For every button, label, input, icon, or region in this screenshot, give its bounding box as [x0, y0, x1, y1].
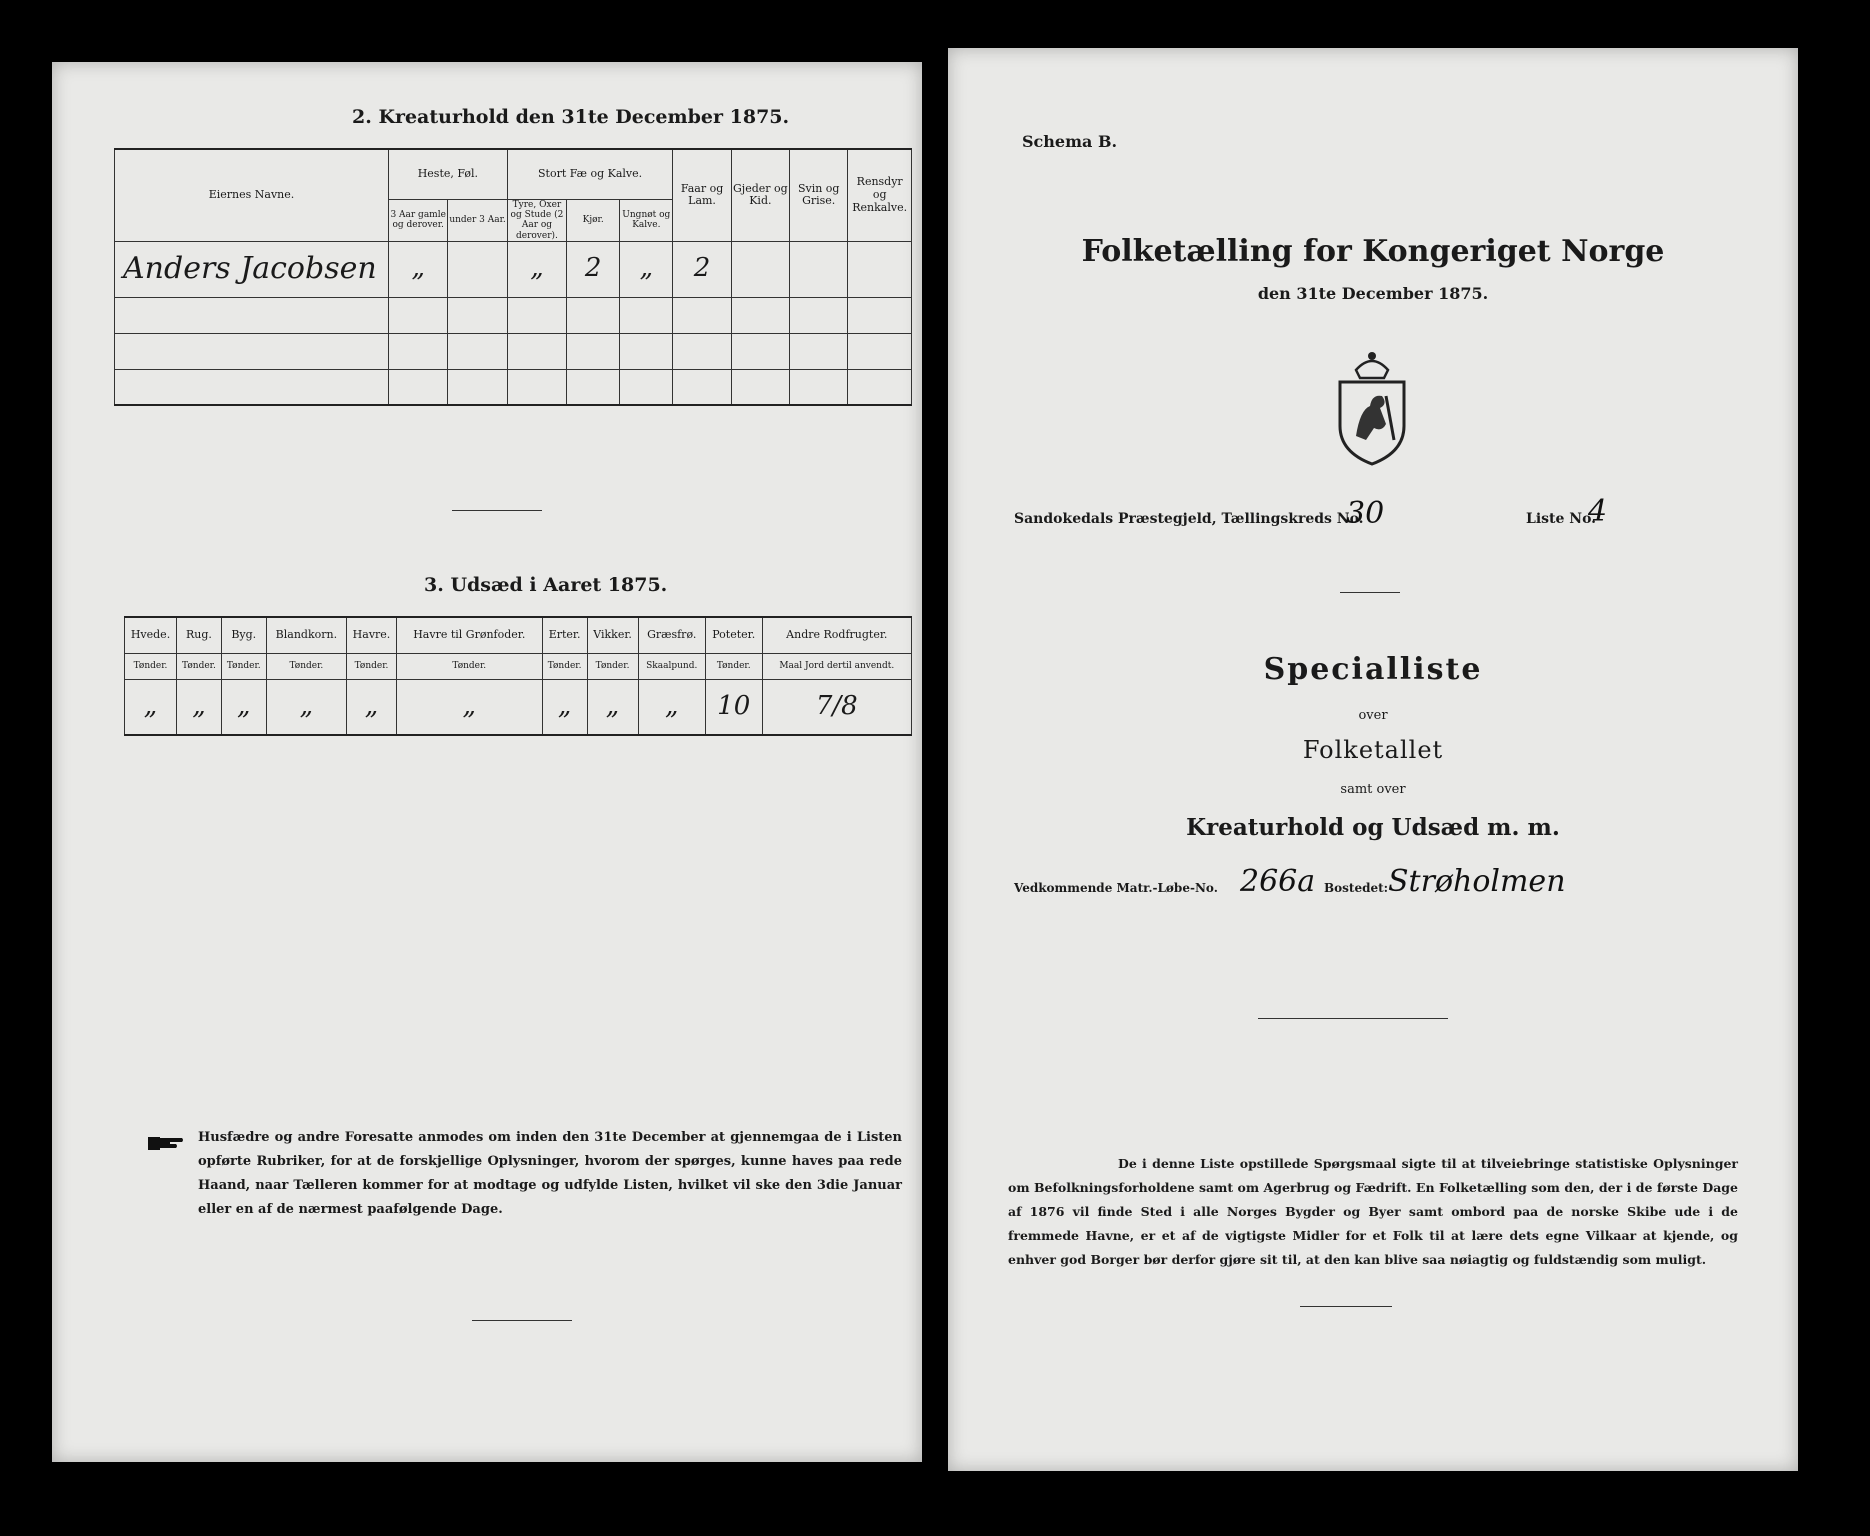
sowing-table [124, 616, 912, 736]
sowing-value: „ [638, 679, 705, 735]
col-stort-sub2: Kjør. [567, 199, 620, 241]
coat-of-arms-icon [1326, 348, 1418, 468]
sowing-value: „ [266, 679, 346, 735]
census-date: den 31te December 1875. [1257, 284, 1489, 303]
cell-ungnot: „ [620, 241, 673, 297]
sowing-col-name: Byg. [221, 617, 266, 653]
sowing-col-name: Rug. [177, 617, 222, 653]
sowing-col-unit: Tønder. [221, 653, 266, 679]
sowing-col-name: Havre til Grønfoder. [396, 617, 542, 653]
table-row [115, 241, 912, 297]
sowing-value: „ [542, 679, 587, 735]
sowing-col-unit: Tønder. [125, 653, 177, 679]
bosted-label: Bostedet: [1324, 881, 1389, 895]
table-row [115, 333, 912, 369]
sowing-col-name: Blandkorn. [266, 617, 346, 653]
sowing-value: „ [396, 679, 542, 735]
col-svin: Svin og Grise. [790, 149, 848, 241]
cell-heste1: „ [389, 241, 448, 297]
sowing-col-name: Hvede. [125, 617, 177, 653]
divider [1340, 592, 1400, 593]
sowing-col-unit: Tønder. [396, 653, 542, 679]
liste-number: 4 [1588, 494, 1608, 529]
table-row [125, 679, 912, 735]
cell-gjeder [731, 241, 789, 297]
parish-label: Sandokedals Præstegjeld, Tællingskreds No. [1014, 511, 1364, 527]
main-title: Folketælling for Kongeriget Norge [1081, 234, 1665, 269]
footer-note: De i denne Liste opstillede Spørgsmaal sigte til at tilveiebringe statistiske Oplysninger om Befolkningsforholdene samt om Agerbrug og Fædrift. En Folketælling som den, der i de første Dage af 1876 vil finde Sted i alle Norges Bygder og Byer samt ombord paa de norske Skibe ude i de fremmede Havne, er et af de vigtigste Midler for et Folk til at lære dets egne Vilkaar at kjende, og enhver god Borger bør derfor gjøre sit til, at den kan blive saa nøiagtig og fuldstændig som muligt. [1008, 1156, 1738, 1267]
section3-title: 3. Udsæd i Aaret 1875. [424, 574, 668, 596]
table-row [115, 369, 912, 405]
folketallet-title: Folketallet [1302, 736, 1444, 764]
sowing-col-name: Vikker. [587, 617, 638, 653]
sowing-col-name: Erter. [542, 617, 587, 653]
kreaturhold-title: Kreaturhold og Udsæd m. m. [1186, 814, 1560, 841]
instructions-note: Husfædre og andre Foresatte anmodes om inden den 31te December at gjennemgaa de i Listen opførte Rubriker, for at de forskjellige Oplysninger, hvorom der spørges, kunne haves paa rede Haand, naar Tælleren kommer for at modtage og udfylde Listen, hvilket vil ske den 3die Januar eller en af de nærmest paafølgende Dage. [198, 1130, 902, 1217]
col-heste-sub1: 3 Aar gamle og derover. [389, 199, 448, 241]
matr-number: 266a [1240, 864, 1316, 899]
col-stort-sub1: Tyre, Oxer og Stude (2 Aar og derover). [507, 199, 566, 241]
sowing-col-unit: Tønder. [347, 653, 397, 679]
col-stort-sub3: Ungnøt og Kalve. [620, 199, 673, 241]
sowing-col-unit: Tønder. [705, 653, 762, 679]
liste-label: Liste No. [1526, 511, 1597, 527]
sowing-value: „ [587, 679, 638, 735]
sowing-col-unit: Tønder. [542, 653, 587, 679]
owner-name: Anders Jacobsen [115, 241, 389, 297]
col-heste: Heste, Føl. [389, 149, 508, 199]
section2-title: 2. Kreaturhold den 31te December 1875. [352, 106, 790, 128]
sowing-col-name: Andre Rodfrugter. [762, 617, 911, 653]
cell-tyre: „ [507, 241, 566, 297]
specialliste-title: Specialliste [1263, 652, 1483, 687]
divider [472, 1320, 572, 1321]
samt-over-text: samt over [1340, 782, 1406, 797]
over-text: over [1358, 708, 1388, 723]
sowing-col-unit: Skaalpund. [638, 653, 705, 679]
sowing-col-unit: Maal Jord dertil anvendt. [762, 653, 911, 679]
sowing-col-unit: Tønder. [177, 653, 222, 679]
right-page [948, 48, 1798, 1471]
sowing-value: „ [177, 679, 222, 735]
cell-kjor: 2 [567, 241, 620, 297]
col-stort: Stort Fæ og Kalve. [507, 149, 673, 199]
cell-faar: 2 [673, 241, 731, 297]
sowing-value: 7/8 [762, 679, 911, 735]
livestock-table [114, 148, 912, 406]
divider [452, 510, 542, 511]
sowing-value: „ [221, 679, 266, 735]
sowing-col-unit: Tønder. [587, 653, 638, 679]
divider [1258, 1018, 1448, 1019]
col-owner: Eiernes Navne. [115, 149, 389, 241]
sowing-col-name: Havre. [347, 617, 397, 653]
sowing-value: 10 [705, 679, 762, 735]
col-heste-sub2: under 3 Aar. [448, 199, 507, 241]
sowing-col-unit: Tønder. [266, 653, 346, 679]
cell-rensdyr [848, 241, 912, 297]
kreds-number: 30 [1346, 496, 1385, 531]
col-gjeder: Gjeder og Kid. [731, 149, 789, 241]
divider [1300, 1306, 1392, 1307]
sowing-col-name: Poteter. [705, 617, 762, 653]
table-row [115, 297, 912, 333]
matr-label: Vedkommende Matr.-Løbe-No. [1014, 881, 1218, 895]
col-rensdyr: Rensdyr og Renkalve. [848, 149, 912, 241]
sowing-value: „ [347, 679, 397, 735]
schema-label: Schema B. [1022, 132, 1118, 151]
cell-heste2 [448, 241, 507, 297]
pointing-hand-icon [148, 1134, 184, 1152]
sowing-col-name: Græsfrø. [638, 617, 705, 653]
left-page [52, 62, 922, 1462]
cell-svin [790, 241, 848, 297]
bosted-name: Strøholmen [1388, 864, 1566, 899]
sowing-value: „ [125, 679, 177, 735]
col-faar: Faar og Lam. [673, 149, 731, 241]
